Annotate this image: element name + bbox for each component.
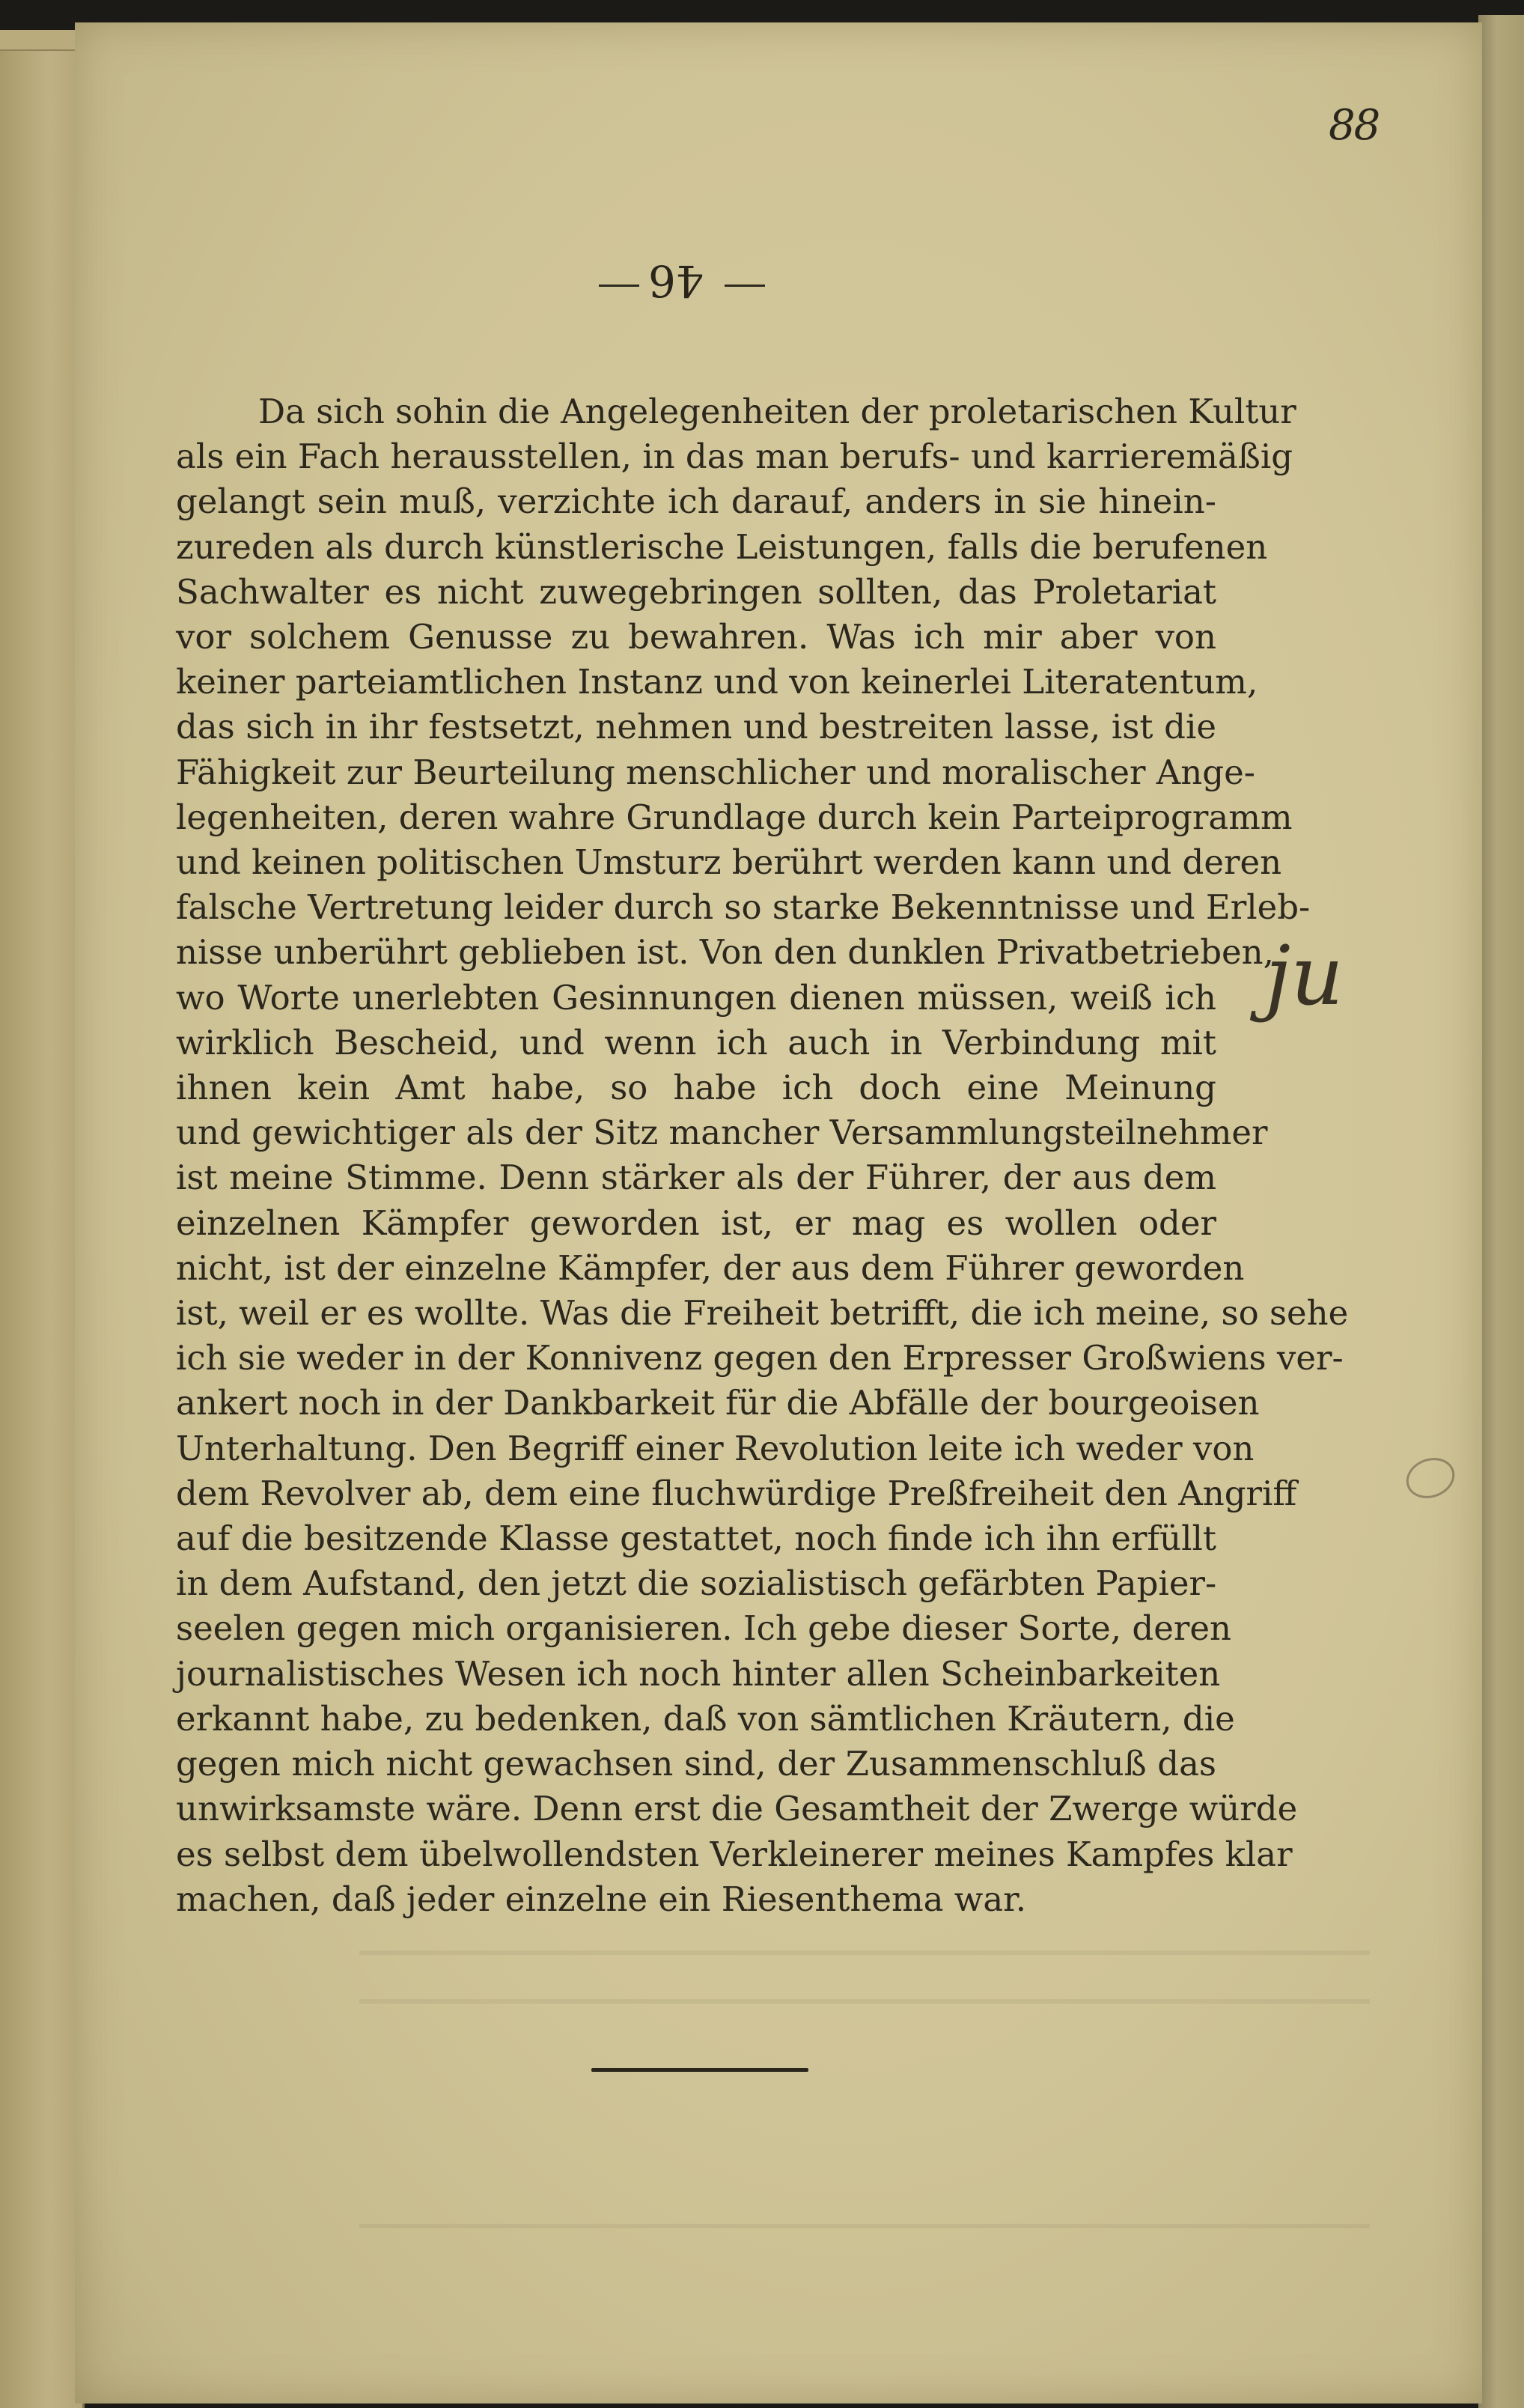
handwritten-margin-note: ju [1265,928,1344,1024]
show-through-line [359,1999,1370,2004]
printed-page-number: 46 [648,255,704,306]
text-line: als ein Fach herausstellen, in das man berufs- und karrieremäßig [176,437,1293,477]
text-line: Unterhaltung. Den Begriff einer Revolution leite ich weder von [176,1428,1255,1468]
text-line: keiner parteiamtlichen Instanz und von keinerlei Literatentum, [176,662,1258,702]
closing-rule [591,2068,808,2072]
text-line: vor solchem Genusse zu bewahren. Was ich mir aber von [176,617,1216,657]
text-line: gegen mich nicht gewachsen sind, der Zusammenschluß das [176,1744,1216,1784]
text-line: und gewichtiger als der Sitz mancher Versammlungsteilnehmer [176,1113,1268,1153]
text-line: auf die besitzende Klasse gestattet, noch finde ich ihn erfüllt [176,1518,1216,1559]
text-line: ist, weil er es wollte. Was die Freiheit betrifft, die ich meine, so sehe [176,1293,1349,1334]
text-line: gelangt sein muß, verzichte ich darauf, anders in sie hinein- [176,481,1216,522]
text-line: ihnen kein Amt habe, so habe ich doch eine Meinung [176,1068,1216,1108]
text-line: ich sie weder in der Konnivenz gegen den Erpresser Großwiens ver- [176,1338,1344,1378]
text-line: seelen gegen mich organisieren. Ich gebe dieser Sorte, deren [176,1608,1231,1649]
text-line: wo Worte unerlebten Gesinnungen dienen müssen, weiß ich [176,977,1216,1018]
text-line: ist meine Stimme. Denn stärker als der Führer, der aus dem [176,1158,1216,1198]
text-line: ankert noch in der Dankbarkeit für die Abfälle der bourgeoisen [176,1383,1260,1423]
previous-page-edge [0,30,85,2408]
show-through-line [359,1951,1370,1955]
handwritten-page-number: 88 [1329,101,1380,150]
text-line: Da sich sohin die Angelegenheiten der proletarischen Kultur [258,392,1296,431]
text-line: machen, daß jeder einzelne ein Riesenthema war. [176,1879,1027,1919]
text-line: wirklich Bescheid, und wenn ich auch in Verbindung mit [176,1022,1216,1062]
text-line: journalistisches Wesen ich noch hinter allen Scheinbarkeiten [176,1653,1221,1694]
show-through-line [359,2224,1370,2228]
text-line: Fähigkeit zur Beurteilung menschlicher und moralischer Ange- [176,752,1255,792]
text-line: legenheiten, deren wahre Grundlage durch kein Parteiprogramm [176,797,1293,837]
text-line: falsche Vertretung leider durch so starke Bekenntnisse und Erleb- [176,887,1311,928]
text-line: das sich in ihr festsetzt, nehmen und bestreiten lasse, ist die [176,707,1216,747]
text-line: erkannt habe, zu bedenken, daß von sämtlichen Kräutern, die [176,1698,1235,1739]
text-line: und keinen politischen Umsturz berührt werden kann und deren [176,842,1282,883]
header-dash-right [725,285,765,287]
text-line: nisse unberührt geblieben ist. Von den dunklen Privatbetrieben, [176,932,1274,973]
text-line: nicht, ist der einzelne Kämpfer, der aus dem Führer geworden [176,1247,1245,1288]
following-pages-edge [1478,15,1524,2408]
text-line: unwirksamste wäre. Denn erst die Gesamtheit der Zwerge würde [176,1789,1298,1829]
text-line: zureden als durch künstlerische Leistungen, falls die berufenen [176,526,1268,567]
text-line: Sachwalter es nicht zuwegebringen sollten, das Proletariat [176,571,1216,612]
header-dash-left [599,285,639,287]
text-line: in dem Aufstand, den jetzt die sozialistisch gefärbten Papier- [176,1563,1217,1604]
text-line: es selbst dem übelwollendsten Verkleinerer meines Kampfes klar [176,1834,1293,1874]
text-line: einzelnen Kämpfer geworden ist, er mag es wollen oder [176,1203,1216,1243]
text-line: dem Revolver ab, dem eine fluchwürdige Preßfreiheit den Angriff [176,1473,1297,1513]
